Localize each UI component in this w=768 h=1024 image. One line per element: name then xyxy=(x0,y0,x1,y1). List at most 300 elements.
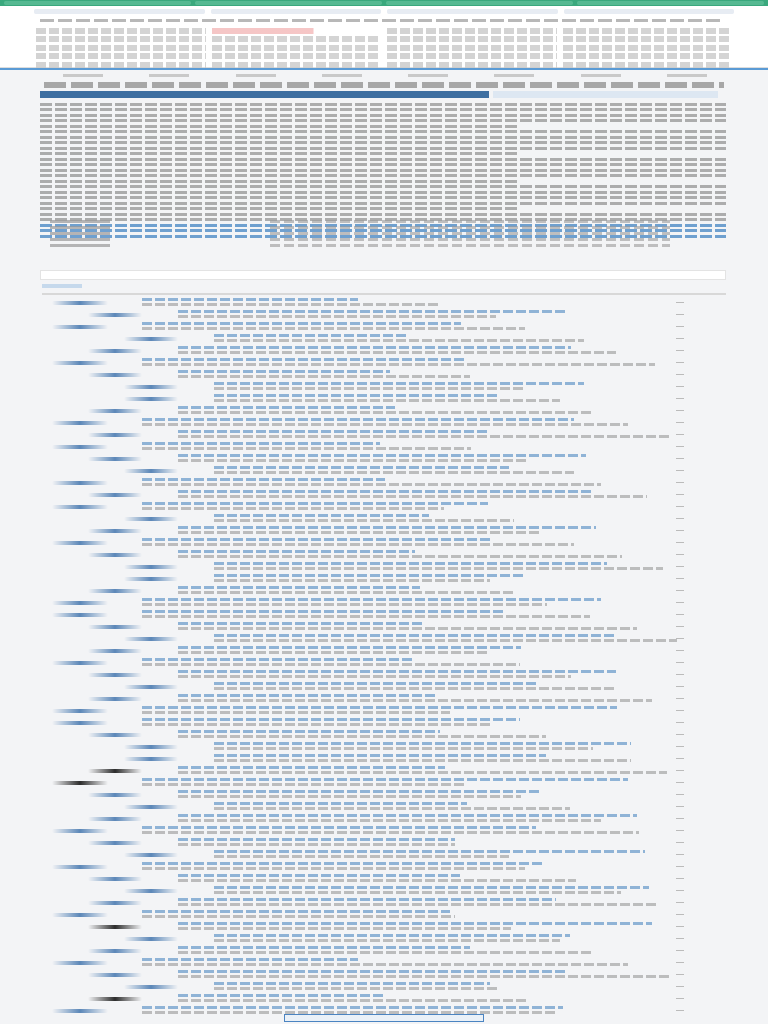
comment-body xyxy=(214,471,574,474)
comment-menu-icon[interactable] xyxy=(676,554,684,555)
user-avatar[interactable] xyxy=(88,973,142,977)
comment-author[interactable] xyxy=(214,334,406,337)
comment-menu-icon[interactable] xyxy=(676,998,684,999)
comment-menu-icon[interactable] xyxy=(676,710,684,711)
nav-item[interactable] xyxy=(494,74,534,77)
info-row xyxy=(50,244,670,249)
comment xyxy=(0,610,768,622)
comment-body xyxy=(142,603,547,606)
comment-menu-icon[interactable] xyxy=(676,818,684,819)
comment-menu-icon[interactable] xyxy=(676,806,684,807)
comment-author[interactable] xyxy=(142,418,574,421)
comment-menu-icon[interactable] xyxy=(676,914,684,915)
browser-tab-strip xyxy=(0,1,768,5)
user-avatar[interactable] xyxy=(124,577,178,581)
comment-author[interactable] xyxy=(178,586,420,589)
user-avatar[interactable] xyxy=(52,865,108,869)
comment-author[interactable] xyxy=(214,742,631,745)
comment-menu-icon[interactable] xyxy=(676,578,684,579)
header-link[interactable] xyxy=(34,9,205,14)
comment-menu-icon[interactable] xyxy=(676,926,684,927)
user-avatar[interactable] xyxy=(88,817,142,821)
comment-body xyxy=(178,879,576,882)
comment-menu-icon[interactable] xyxy=(676,974,684,975)
comment-author[interactable] xyxy=(142,910,450,913)
user-avatar[interactable] xyxy=(52,709,108,713)
comment-body xyxy=(178,927,511,930)
user-avatar[interactable] xyxy=(88,997,142,1001)
comment-author[interactable] xyxy=(142,610,504,613)
comment-text xyxy=(142,706,682,718)
menu-item[interactable] xyxy=(36,28,206,34)
comment-author[interactable] xyxy=(142,958,358,961)
user-avatar[interactable] xyxy=(52,361,108,365)
user-avatar[interactable] xyxy=(88,793,142,797)
comment-author[interactable] xyxy=(214,886,649,889)
comment-author[interactable] xyxy=(214,850,645,853)
comment-menu-icon[interactable] xyxy=(676,386,684,387)
comment-author[interactable] xyxy=(178,550,415,553)
user-avatar[interactable] xyxy=(88,493,142,497)
comment-menu-icon[interactable] xyxy=(676,758,684,759)
comment-author[interactable] xyxy=(142,538,493,541)
comment-author[interactable] xyxy=(214,394,499,397)
comment-author[interactable] xyxy=(178,730,440,733)
comment-author[interactable] xyxy=(214,682,537,685)
comment-menu-icon[interactable] xyxy=(676,890,684,891)
comment xyxy=(0,838,768,850)
nav-item[interactable] xyxy=(322,74,362,77)
user-avatar[interactable] xyxy=(52,601,108,605)
comment-author[interactable] xyxy=(142,358,466,361)
browser-tab[interactable] xyxy=(386,1,573,5)
info-table xyxy=(50,220,670,250)
comment-menu-icon[interactable] xyxy=(676,482,684,483)
comment-menu-icon[interactable] xyxy=(676,950,684,951)
user-avatar[interactable] xyxy=(124,853,178,857)
comment-body xyxy=(214,639,677,642)
comment-author[interactable] xyxy=(178,766,445,769)
comment-menu-icon[interactable] xyxy=(676,662,684,663)
user-avatar[interactable] xyxy=(52,961,108,965)
comment-menu-icon[interactable] xyxy=(676,686,684,687)
comment-author[interactable] xyxy=(142,442,380,445)
nav-item[interactable] xyxy=(667,74,707,77)
comment-text xyxy=(214,634,682,646)
menu-item[interactable] xyxy=(212,36,382,42)
user-avatar[interactable] xyxy=(52,325,108,329)
comment-text xyxy=(142,538,682,550)
comment-text xyxy=(178,490,682,502)
comment-menu-icon[interactable] xyxy=(676,446,684,447)
comment-menu-icon[interactable] xyxy=(676,590,684,591)
comment-text xyxy=(142,598,682,610)
comment-author[interactable] xyxy=(214,382,584,385)
comment-author[interactable] xyxy=(214,562,607,565)
comment-author[interactable] xyxy=(178,946,470,949)
comment-body xyxy=(178,975,672,978)
comment-menu-icon[interactable] xyxy=(676,626,684,627)
comment-author[interactable] xyxy=(142,502,488,505)
user-avatar[interactable] xyxy=(124,745,178,749)
user-avatar[interactable] xyxy=(88,313,142,317)
user-avatar[interactable] xyxy=(124,385,178,389)
comment-menu-icon[interactable] xyxy=(676,650,684,651)
nav-item[interactable] xyxy=(149,74,189,77)
comment-menu-icon[interactable] xyxy=(676,734,684,735)
comment-author[interactable] xyxy=(142,718,520,721)
comment-author[interactable] xyxy=(214,634,616,637)
user-avatar[interactable] xyxy=(88,901,142,905)
user-avatar[interactable] xyxy=(88,949,142,953)
user-avatar[interactable] xyxy=(88,769,142,773)
comment-text xyxy=(178,946,682,958)
menu-item[interactable] xyxy=(212,53,382,59)
user-avatar[interactable] xyxy=(88,457,142,461)
menu-item[interactable] xyxy=(387,53,557,59)
menu-item[interactable] xyxy=(387,36,557,42)
user-avatar[interactable] xyxy=(88,673,142,677)
comment-menu-icon[interactable] xyxy=(676,746,684,747)
user-avatar[interactable] xyxy=(88,349,142,353)
comments-divider xyxy=(42,293,726,295)
header-divider xyxy=(0,68,768,70)
user-avatar[interactable] xyxy=(88,649,142,653)
comment-author[interactable] xyxy=(214,466,509,469)
nav-item[interactable] xyxy=(63,74,103,77)
comment-body xyxy=(178,795,521,798)
menu-item[interactable] xyxy=(36,53,206,59)
user-avatar[interactable] xyxy=(124,937,178,941)
comment-text xyxy=(142,322,682,334)
user-avatar[interactable] xyxy=(88,529,142,533)
info-row xyxy=(50,238,670,243)
comment-menu-icon[interactable] xyxy=(676,494,684,495)
comment xyxy=(0,730,768,742)
comment-menu-icon[interactable] xyxy=(676,902,684,903)
comment-author[interactable] xyxy=(178,454,586,457)
comment-text xyxy=(214,802,682,814)
comment-menu-icon[interactable] xyxy=(676,302,684,303)
comment-body xyxy=(178,903,657,906)
comment-author[interactable] xyxy=(178,838,455,841)
menu-item[interactable] xyxy=(563,53,733,59)
comment-author[interactable] xyxy=(142,706,617,709)
comment-author[interactable] xyxy=(178,430,490,433)
paragraph-line xyxy=(40,103,726,106)
comment-body xyxy=(214,579,490,582)
browser-tab[interactable] xyxy=(577,1,764,5)
comment-menu-icon[interactable] xyxy=(676,782,684,783)
browser-tab[interactable] xyxy=(4,1,191,5)
comment xyxy=(0,502,768,514)
user-avatar[interactable] xyxy=(124,805,178,809)
comments-filter-chip[interactable] xyxy=(42,284,82,288)
comment-author[interactable] xyxy=(178,370,390,373)
comment-menu-icon[interactable] xyxy=(676,350,684,351)
comment xyxy=(0,874,768,886)
menu-item[interactable] xyxy=(387,28,557,34)
user-avatar[interactable] xyxy=(88,433,142,437)
info-row xyxy=(50,220,670,225)
user-avatar[interactable] xyxy=(88,925,142,929)
comment-menu-icon[interactable] xyxy=(676,614,684,615)
menu-item[interactable] xyxy=(36,45,206,51)
browser-tab[interactable] xyxy=(195,1,382,5)
comment-menu-icon[interactable] xyxy=(676,602,684,603)
user-avatar[interactable] xyxy=(124,637,178,641)
info-value xyxy=(270,232,670,235)
comment-author[interactable] xyxy=(178,694,435,697)
user-avatar[interactable] xyxy=(52,781,108,785)
comment xyxy=(0,790,768,802)
comment-menu-icon[interactable] xyxy=(676,362,684,363)
comment-text xyxy=(214,394,682,406)
user-avatar[interactable] xyxy=(52,541,108,545)
comment xyxy=(0,550,768,562)
comment xyxy=(0,910,768,922)
comment-body xyxy=(142,363,655,366)
menu-item[interactable] xyxy=(563,28,733,34)
comment-author[interactable] xyxy=(214,802,467,805)
comment xyxy=(0,634,768,646)
comment xyxy=(0,898,768,910)
menu-item[interactable] xyxy=(212,28,382,34)
nav-item[interactable] xyxy=(581,74,621,77)
paragraph-line xyxy=(40,130,726,133)
comment-text xyxy=(214,850,682,862)
header-link[interactable] xyxy=(211,9,382,14)
comment-text xyxy=(214,682,682,694)
comment-menu-icon[interactable] xyxy=(676,518,684,519)
paragraph-line xyxy=(40,196,726,199)
paragraph-line xyxy=(40,163,726,166)
user-avatar[interactable] xyxy=(124,685,178,689)
comment xyxy=(0,778,768,790)
user-avatar[interactable] xyxy=(124,517,178,521)
comment-menu-icon[interactable] xyxy=(676,770,684,771)
info-key xyxy=(50,238,110,241)
menu-item[interactable] xyxy=(563,45,733,51)
load-more-button[interactable] xyxy=(284,1014,484,1022)
comment-text xyxy=(178,646,682,658)
comment-text xyxy=(178,454,682,466)
comment-author[interactable] xyxy=(178,490,591,493)
comment-menu-icon[interactable] xyxy=(676,854,684,855)
menu-item[interactable] xyxy=(212,62,382,68)
user-avatar[interactable] xyxy=(88,373,142,377)
comment-menu-icon[interactable] xyxy=(676,842,684,843)
comment-text xyxy=(142,718,682,730)
comment-menu-icon[interactable] xyxy=(676,374,684,375)
site-title xyxy=(40,16,720,26)
menu-item[interactable] xyxy=(387,45,557,51)
user-avatar[interactable] xyxy=(88,877,142,881)
comment-text xyxy=(214,574,682,586)
comment-author[interactable] xyxy=(178,646,521,649)
user-avatar[interactable] xyxy=(52,481,108,485)
comment xyxy=(0,706,768,718)
comment-author[interactable] xyxy=(178,406,395,409)
user-avatar[interactable] xyxy=(52,1009,108,1013)
comment-author[interactable] xyxy=(178,670,616,673)
user-avatar[interactable] xyxy=(52,421,108,425)
comment-menu-icon[interactable] xyxy=(676,1010,684,1011)
info-row xyxy=(50,226,670,231)
user-avatar[interactable] xyxy=(124,469,178,473)
comment-menu-icon[interactable] xyxy=(676,458,684,459)
comment-menu-icon[interactable] xyxy=(676,986,684,987)
comment-author[interactable] xyxy=(214,574,523,577)
comment-text xyxy=(178,730,682,742)
comment-author[interactable] xyxy=(142,322,461,325)
comment-author[interactable] xyxy=(142,598,601,601)
comment-menu-icon[interactable] xyxy=(676,938,684,939)
comment-body xyxy=(178,411,591,414)
header-link[interactable] xyxy=(387,9,558,14)
comment-menu-icon[interactable] xyxy=(676,962,684,963)
comment-author[interactable] xyxy=(142,778,628,781)
comment-author[interactable] xyxy=(142,298,358,301)
comment-menu-icon[interactable] xyxy=(676,542,684,543)
user-avatar[interactable] xyxy=(88,409,142,413)
paragraph-line xyxy=(40,169,726,172)
comment-body xyxy=(142,711,450,714)
user-avatar[interactable] xyxy=(124,565,178,569)
comment-body xyxy=(214,399,560,402)
user-avatar[interactable] xyxy=(124,397,178,401)
menu-item[interactable] xyxy=(563,62,733,68)
comment-menu-icon[interactable] xyxy=(676,794,684,795)
comment-menu-icon[interactable] xyxy=(676,434,684,435)
comment-menu-icon[interactable] xyxy=(676,398,684,399)
comment-author[interactable] xyxy=(142,478,385,481)
menu-item[interactable] xyxy=(36,36,206,42)
comment-author[interactable] xyxy=(178,622,425,625)
user-avatar[interactable] xyxy=(52,445,108,449)
comment-author[interactable] xyxy=(142,826,536,829)
comment-body xyxy=(214,339,584,342)
comment xyxy=(0,766,768,778)
comment-menu-icon[interactable] xyxy=(676,506,684,507)
comment-body xyxy=(178,591,516,594)
menu-item[interactable] xyxy=(36,62,206,68)
comment xyxy=(0,850,768,862)
comment-body xyxy=(142,615,590,618)
user-avatar[interactable] xyxy=(124,889,178,893)
comment-menu-icon[interactable] xyxy=(676,722,684,723)
comment-author[interactable] xyxy=(214,982,490,985)
user-avatar[interactable] xyxy=(88,625,142,629)
comment-menu-icon[interactable] xyxy=(676,326,684,327)
comment-text xyxy=(178,970,682,982)
user-avatar[interactable] xyxy=(52,613,108,617)
comment xyxy=(0,430,768,442)
comment-menu-icon[interactable] xyxy=(676,566,684,567)
menu-item[interactable] xyxy=(563,36,733,42)
comment-menu-icon[interactable] xyxy=(676,422,684,423)
comment-author[interactable] xyxy=(142,658,412,661)
nav-item[interactable] xyxy=(236,74,276,77)
comment-menu-icon[interactable] xyxy=(676,878,684,879)
comment-menu-icon[interactable] xyxy=(676,866,684,867)
comment-author[interactable] xyxy=(142,1006,563,1009)
comment-menu-icon[interactable] xyxy=(676,830,684,831)
user-avatar[interactable] xyxy=(88,553,142,557)
comment-text xyxy=(178,838,682,850)
comment-menu-icon[interactable] xyxy=(676,530,684,531)
comment-author[interactable] xyxy=(214,514,429,517)
comment-menu-icon[interactable] xyxy=(676,410,684,411)
comment xyxy=(0,442,768,454)
comment xyxy=(0,682,768,694)
comment-author[interactable] xyxy=(178,922,652,925)
comment-author[interactable] xyxy=(214,934,570,937)
user-avatar[interactable] xyxy=(52,913,108,917)
comment-author[interactable] xyxy=(178,970,566,973)
comment-author[interactable] xyxy=(178,526,596,529)
comment-author[interactable] xyxy=(178,898,556,901)
user-avatar[interactable] xyxy=(124,757,178,761)
user-avatar[interactable] xyxy=(124,985,178,989)
comment-body xyxy=(142,507,444,510)
user-avatar[interactable] xyxy=(52,301,108,305)
comment-author[interactable] xyxy=(178,874,460,877)
user-avatar[interactable] xyxy=(88,589,142,593)
comment-author[interactable] xyxy=(178,790,541,793)
user-avatar[interactable] xyxy=(52,505,108,509)
paragraph-line xyxy=(40,185,726,188)
comment-menu-icon[interactable] xyxy=(676,698,684,699)
comment-author[interactable] xyxy=(178,814,637,817)
info-value xyxy=(270,220,670,223)
user-avatar[interactable] xyxy=(52,661,108,665)
user-avatar[interactable] xyxy=(88,733,142,737)
user-avatar[interactable] xyxy=(88,697,142,701)
menu-item[interactable] xyxy=(387,62,557,68)
comment-text xyxy=(178,670,682,682)
paragraph-line xyxy=(40,147,726,150)
comment-menu-icon[interactable] xyxy=(676,470,684,471)
header-link[interactable] xyxy=(564,9,735,14)
user-avatar[interactable] xyxy=(52,829,108,833)
comment-menu-icon[interactable] xyxy=(676,314,684,315)
comment-text xyxy=(178,766,682,778)
comment-body xyxy=(142,447,471,450)
comment-author[interactable] xyxy=(178,994,385,997)
user-avatar[interactable] xyxy=(88,841,142,845)
comment-author[interactable] xyxy=(178,310,566,313)
user-avatar[interactable] xyxy=(52,721,108,725)
paragraph-line xyxy=(40,108,726,111)
comment-menu-icon[interactable] xyxy=(676,338,684,339)
comment-author[interactable] xyxy=(142,862,542,865)
menu-item[interactable] xyxy=(212,45,382,51)
comment-author[interactable] xyxy=(214,754,546,757)
comment-author[interactable] xyxy=(178,346,571,349)
nav-item[interactable] xyxy=(408,74,448,77)
comment-text xyxy=(214,754,682,766)
comment xyxy=(0,382,768,394)
tab-secondary[interactable] xyxy=(493,91,718,98)
tab-primary[interactable] xyxy=(40,91,489,98)
comment-text xyxy=(142,910,682,922)
comment xyxy=(0,922,768,934)
paragraph-line xyxy=(40,119,726,122)
comment-menu-icon[interactable] xyxy=(676,638,684,639)
comment-menu-icon[interactable] xyxy=(676,674,684,675)
user-avatar[interactable] xyxy=(124,337,178,341)
